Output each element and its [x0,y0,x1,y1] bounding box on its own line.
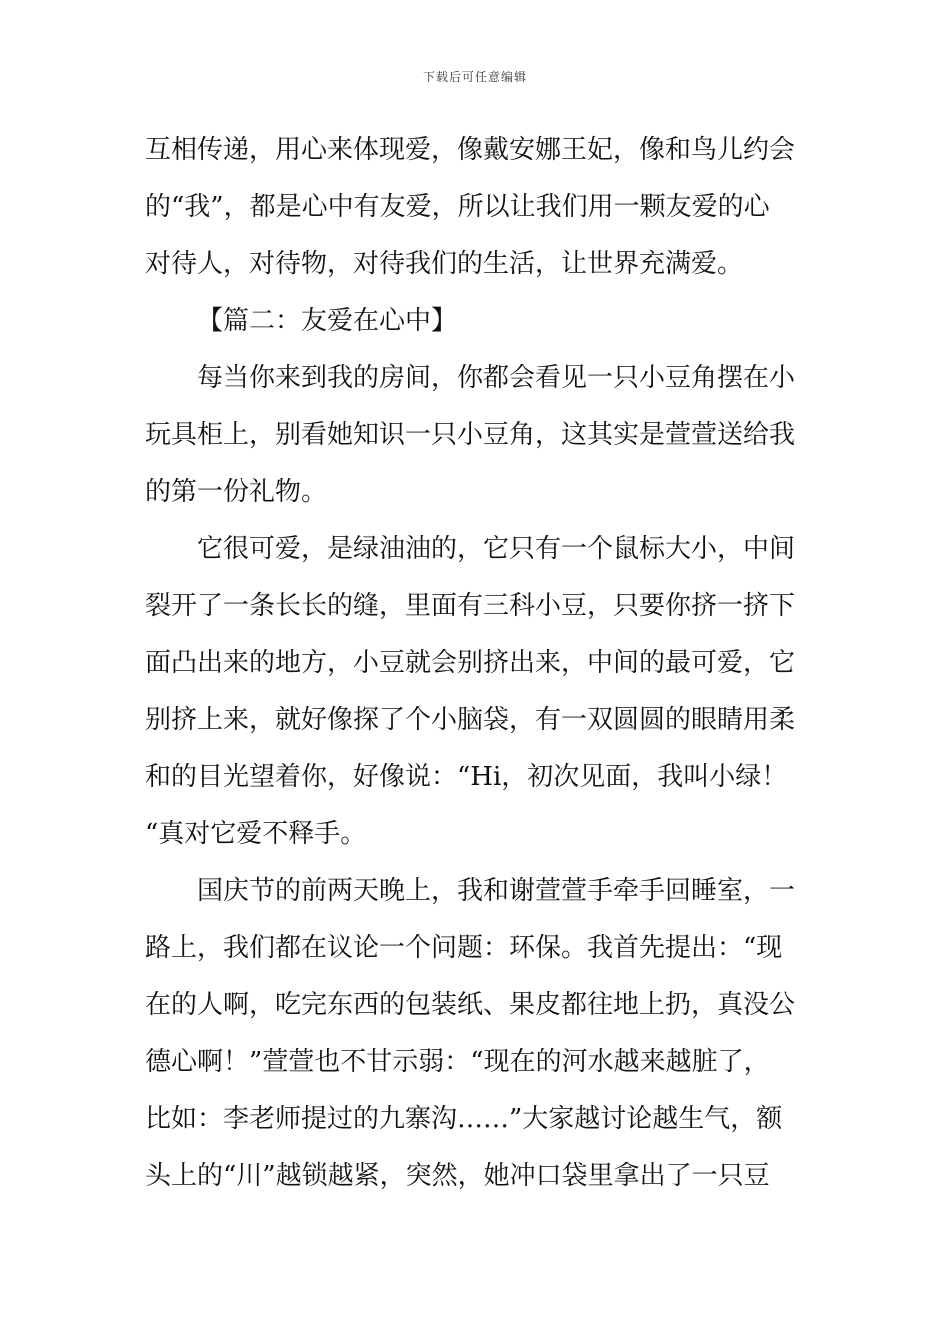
page-header-note: 下载后可任意编辑 [422,70,527,84]
text-line: 玩具柜上，别看她知识一只小豆角，这其实是萱萱送给我 [145,420,796,450]
text-line: 头上的“川”越锁越紧，突然，她冲口袋里拿出了一只豆 [145,1161,770,1191]
text-line: 比如：李老师提过的九寨沟……”大家越讨论越生气，额 [145,1104,783,1134]
text-line: 德心啊！”萱萱也不甘示弱：“现在的河水越来越脏了， [145,1047,770,1077]
text-line: 别挤上来，就好像探了个小脑袋，有一双圆圆的眼睛用柔 [145,705,796,735]
section-heading: 【篇二：友爱在心中】 [197,306,458,336]
text-line: 它很可爱，是绿油油的，它只有一个鼠标大小，中间 [197,534,796,564]
text-line: 对待人，对待物，对待我们的生活，让世界充满爱。 [145,249,744,279]
text-line: 在的人啊，吃完东西的包装纸、果皮都往地上扔，真没公 [145,990,796,1020]
text-line: 每当你来到我的房间，你都会看见一只小豆角摆在小 [197,363,796,393]
text-line: 面凸出来的地方，小豆就会别挤出来，中间的最可爱，它 [145,648,796,678]
text-line: 国庆节的前两天晚上，我和谢萱萱手牵手回睡室，一 [197,876,796,906]
text-line: 路上，我们都在议论一个问题：环保。我首先提出：“现 [145,933,783,963]
text-line: 的“我”，都是心中有友爱，所以让我们用一颗友爱的心 [145,192,770,222]
text-line: 和的目光望着你，好像说：“Hi，初次见面，我叫小绿！ [145,762,788,792]
text-line: 的第一份礼物。 [145,477,328,507]
text-line: “真对它爱不释手。 [145,819,367,849]
text-line: 互相传递，用心来体现爱，像戴安娜王妃，像和鸟儿约会 [145,135,796,165]
document-body [145,122,807,1205]
text-line: 裂开了一条长长的缝，里面有三科小豆，只要你挤一挤下 [145,591,796,621]
